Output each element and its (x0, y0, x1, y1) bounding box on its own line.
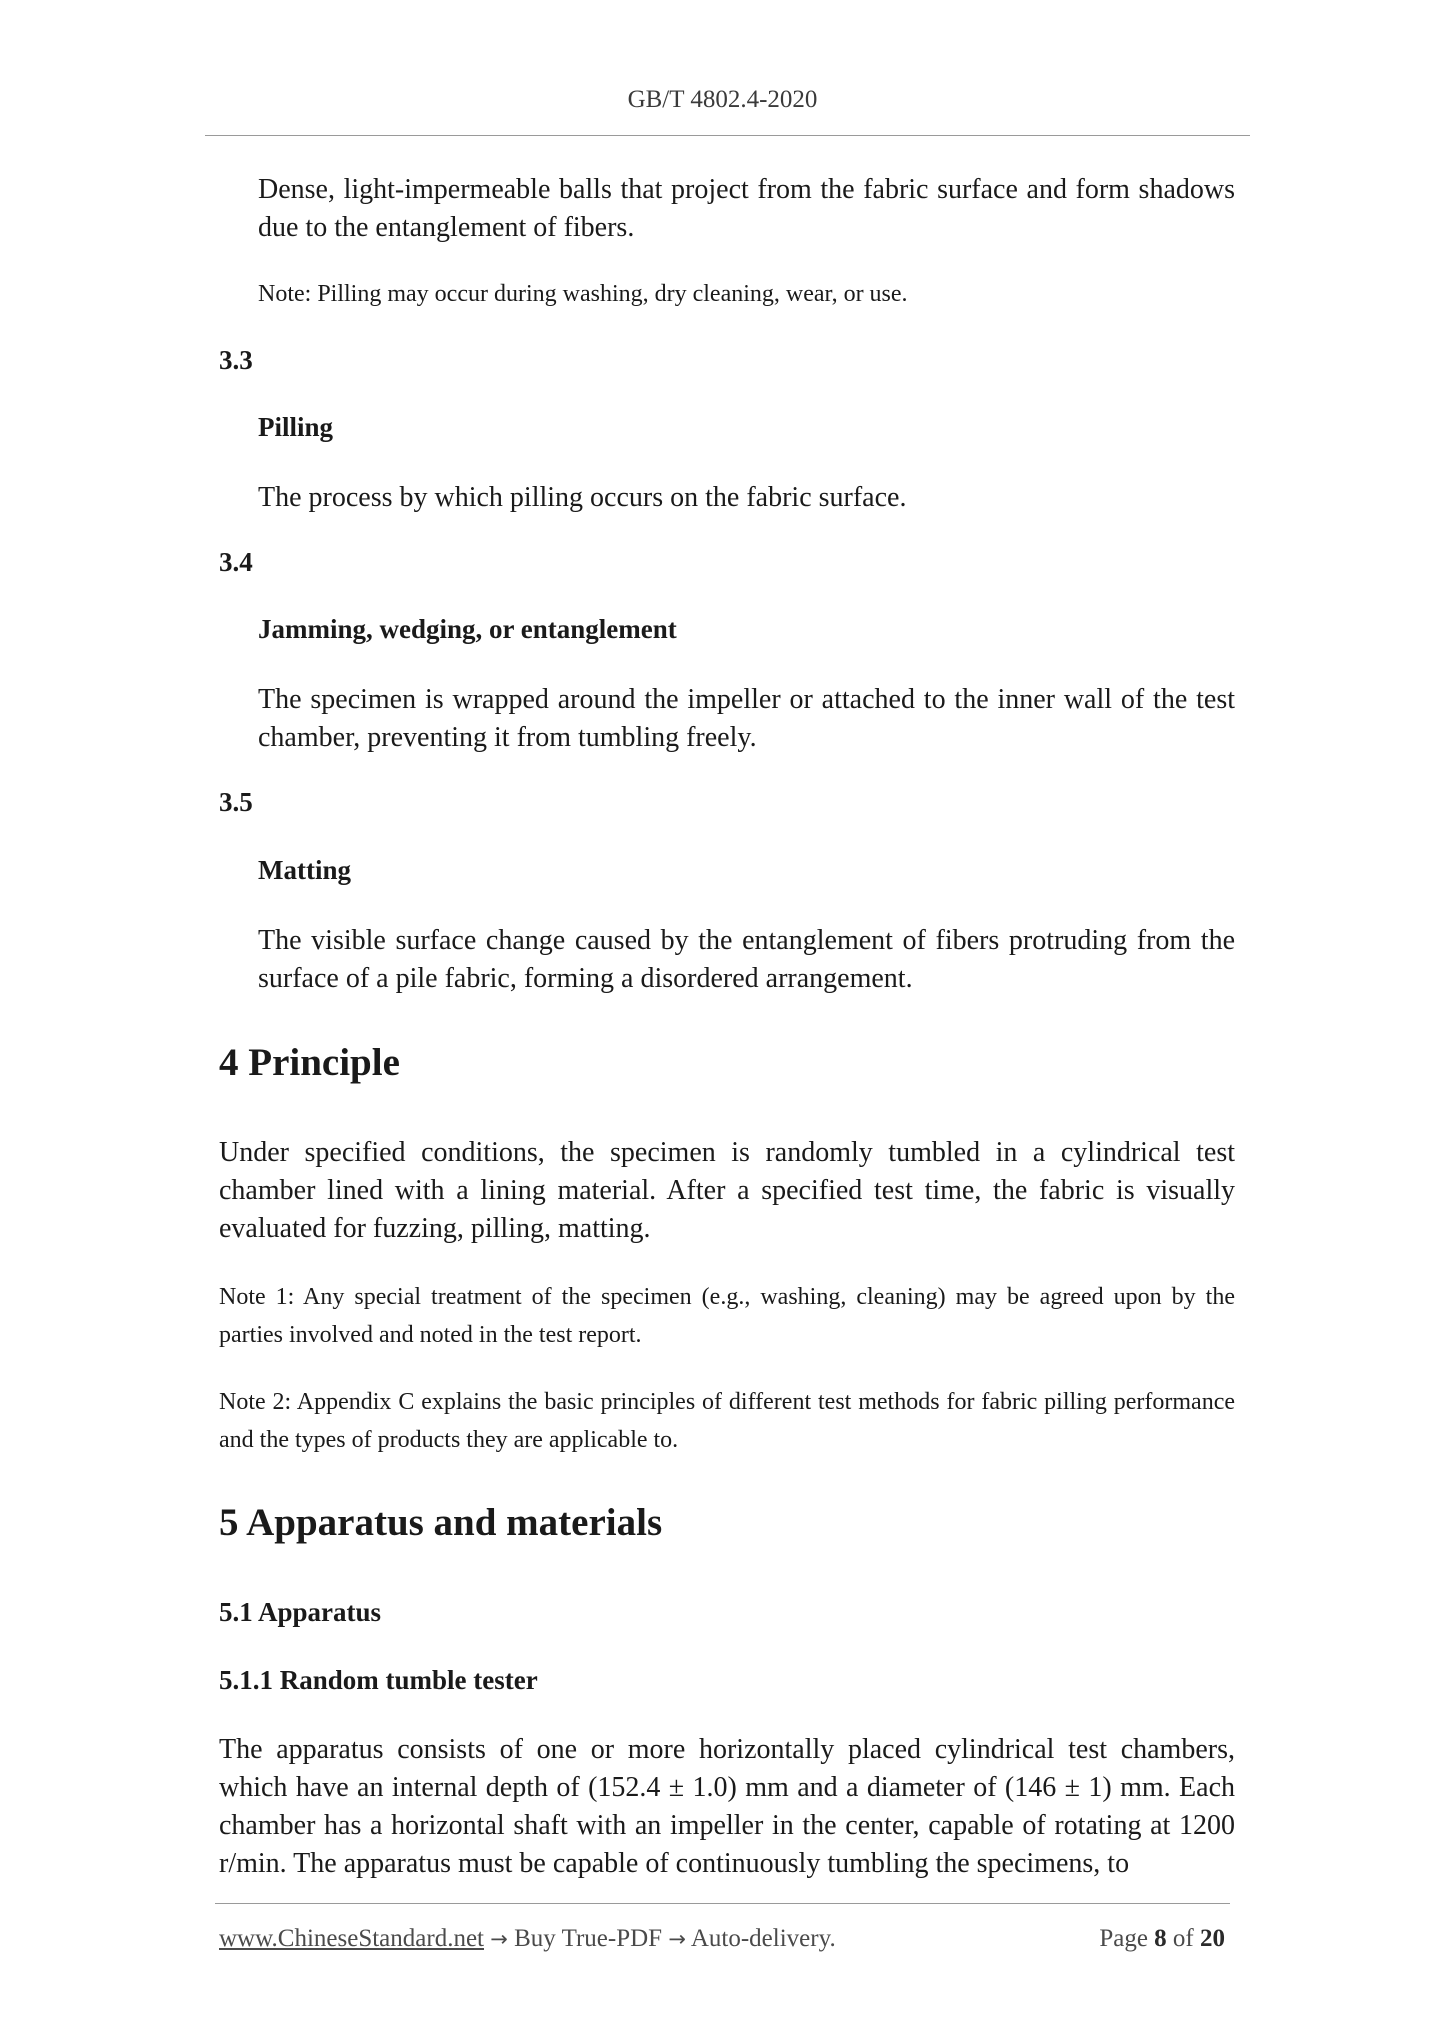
chinesestandard-link[interactable]: www.ChineseStandard.net (219, 1925, 484, 1952)
current-page: 8 (1154, 1925, 1167, 1952)
subsection-heading-5-1: 5.1 Apparatus (219, 1597, 382, 1627)
term-pilling: Pilling (258, 412, 334, 442)
arrow-right-icon: → (490, 1927, 508, 1951)
apparatus-body: The apparatus consists of one or more horizontally placed cylindrical test chambers, which have an internal depth of (152.4 ± 1.0) mm and a diameter of (146 ± 1) mm. Each chamber has a horizontal shaft with an impeller in the center, capable of rotating at 1200 r/min. The apparatus must be capable of continuously tumbling the specimens, to (219, 1734, 1235, 1879)
principle-body: Under specified conditions, the specimen is randomly tumbled in a cylindrical test chamber lined with a lining material. After a specified test time, the fabric is visually evaluated for fuzzing, pilling, matting. (219, 1137, 1235, 1244)
clause-number-3-4: 3.4 (219, 547, 253, 577)
principle-note-2: Note 2: Appendix C explains the basic principles of different test methods for fabric pilling performance and the types of products they are applicable to. (219, 1389, 1235, 1453)
footer-links (219, 1925, 836, 1953)
definition-pilling: The process by which pilling occurs on the fabric surface. (258, 482, 907, 513)
of-label: of (1172, 1925, 1194, 1952)
pill-note: Note: Pilling may occur during washing, dry cleaning, wear, or use. (258, 281, 908, 307)
definition-jamming: The specimen is wrapped around the impeller or attached to the inner wall of the test chamber, preventing it from tumbling freely. (258, 684, 1235, 753)
section-heading-principle: 4 Principle (219, 1041, 400, 1084)
clause-number-3-5: 3.5 (219, 787, 253, 817)
subsection-heading-5-1-1: 5.1.1 Random tumble tester (219, 1665, 538, 1695)
page-number (1099, 1925, 1225, 1953)
page-label: Page (1099, 1925, 1148, 1952)
term-jamming: Jamming, wedging, or entanglement (258, 614, 677, 644)
clause-number-3-3: 3.3 (219, 345, 253, 375)
header-divider (205, 135, 1250, 136)
arrow-right-icon: → (668, 1927, 686, 1951)
definition-matting: The visible surface change caused by the entanglement of fibers protruding from the surface of a pile fabric, forming a disordered arrangement. (258, 925, 1235, 994)
buy-true-pdf-text: Buy True-PDF (514, 1925, 663, 1952)
principle-note-1: Note 1: Any special treatment of the specimen (e.g., washing, cleaning) may be agreed upon by the parties involved and noted in the test report. (219, 1284, 1235, 1348)
section-heading-apparatus: 5 Apparatus and materials (219, 1501, 663, 1544)
auto-delivery-text: Auto-delivery. (690, 1925, 836, 1952)
footer-divider (215, 1903, 1230, 1904)
term-matting: Matting (258, 855, 351, 885)
pill-definition: Dense, light-impermeable balls that project from the fabric surface and form shadows due to the entanglement of fibers. (258, 174, 1235, 243)
total-pages: 20 (1200, 1925, 1225, 1952)
document-header: GB/T 4802.4-2020 (627, 86, 818, 113)
